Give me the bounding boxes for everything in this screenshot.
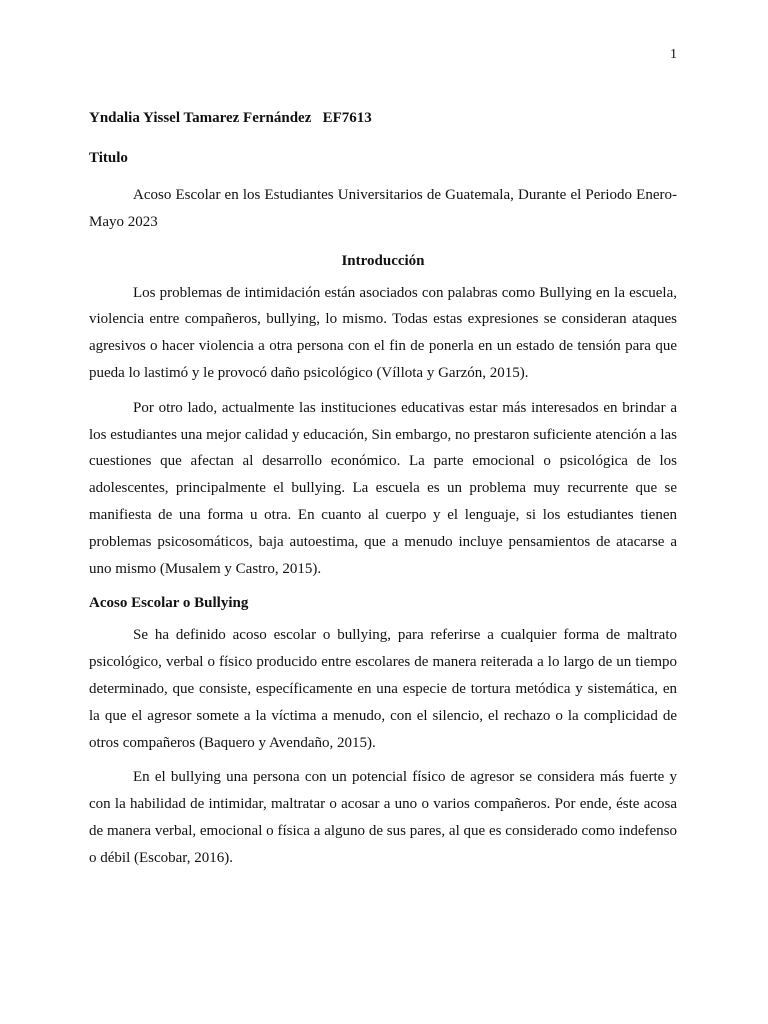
section-paragraph-1: Se ha definido acoso escolar o bullying, para referirse a cualquier forma de maltrato psicológico, verbal o físico producido entre escolares de manera reiterada a lo largo de un tiempo determinado, que consiste, específicamente en una especie de tortura metódica y sistemática, en la que el agresor somete a la víctima a menudo, con el silencio, el rechazo o la complicidad de otros compañeros (Baquero y Avendaño, 2015). (89, 627, 677, 751)
introduction-heading: Introducción (341, 252, 425, 269)
intro-paragraph-1: Los problemas de intimidación están asociados con palabras como Bullying en la escuela, violencia entre compañeros, bullying, lo mismo. Todas estas expresiones se consideran ataques agresivos o hacer violencia a otra persona con el fin de ponerla en un estado de tensión para que pueda lo lastimó y le provocó daño psicológico (Víllota y Garzón, 2015). (89, 284, 677, 381)
author-line: Yndalia Yissel Tamarez Fernández EF7613 (89, 110, 372, 126)
document-title: Acoso Escolar en los Estudiantes Universitarios de Guatemala, Durante el Periodo Enero-Mayo 2023 (89, 187, 677, 230)
title-label: Titulo (89, 150, 128, 166)
section-paragraph-2: En el bullying una persona con un potencial físico de agresor se considera más fuerte y con la habilidad de intimidar, maltratar o acosar a uno o varios compañeros. Por ende, éste acosa de manera verbal, emocional o física a alguno de sus pares, al que es considerado como indefenso o débil (Escobar, 2016). (89, 769, 677, 866)
document-body (89, 108, 677, 880)
section-heading: Acoso Escolar o Bullying (89, 595, 249, 612)
page-number: 1 (670, 47, 677, 62)
intro-paragraph-2: Por otro lado, actualmente las instituciones educativas estar más interesados en brindar a los estudiantes una mejor calidad y educación, Sin embargo, no prestaron suficiente atención a las cuestiones que afectan al desarrollo económico. La parte emocional o psicológica de los adolescentes, principalmente el bullying. La escuela es un problema muy recurrente que se manifiesta de una forma u otra. En cuanto al cuerpo y el lenguaje, si los estudiantes tienen problemas psicosomáticos, baja autoestima, que a menudo incluye pensamientos de atacarse a uno mismo (Musalem y Castro, 2015). (89, 399, 677, 577)
